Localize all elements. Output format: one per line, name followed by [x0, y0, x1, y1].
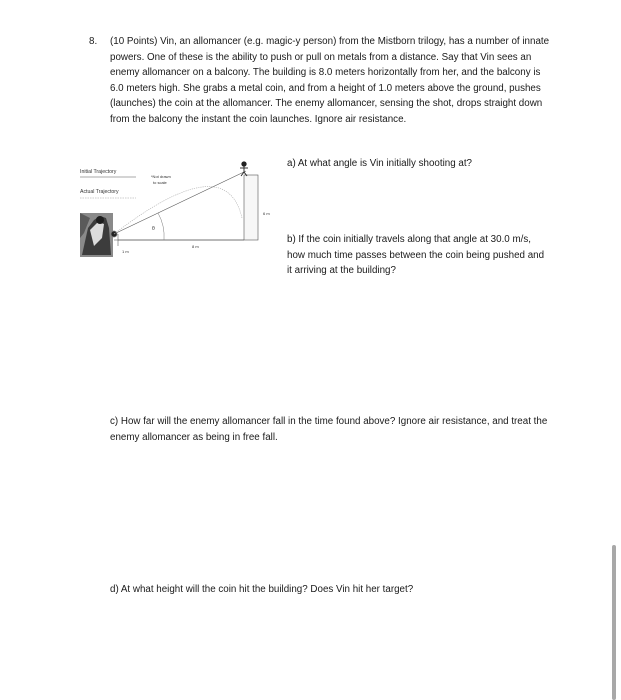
- question-number: 8.: [89, 36, 98, 47]
- question-intro: (10 Points) Vin, an allomancer (e.g. magic-y person) from the Mistborn trilogy, has a number of innate powers. One of these is the ability to push or pull on metals from a distance. Say that Vin sees an enemy allomancer on a balcony. The building is 8.0 meters horizontally from her, and the balcony is 6.0 meters high. She grabs a metal coin, and from a height of 1.0 meters above the ground, pushes (launches) the coin at the allomancer. The enemy allomancer, sensing the shot, drops straight down from the balcony the instant the coin launches. Ignore air resistance.: [110, 36, 550, 125]
- part-b-question: b) If the coin initially travels along that angle at 30.0 m/s, how much time passes between the coin being pushed and it arriving at the building?: [287, 234, 545, 277]
- legend-actual-trajectory: Actual Trajectory: [80, 189, 119, 195]
- part-a-question: a) At what angle is Vin initially shooting at?: [287, 158, 472, 169]
- part-c-question: c) How far will the enemy allomancer fall in the time found above? Ignore air resistance, and treat the enemy allomancer as being in free fall.: [110, 416, 548, 443]
- vertical-scrollbar[interactable]: [612, 545, 616, 700]
- building: [244, 175, 258, 240]
- building-height-label: 6 m: [263, 211, 270, 216]
- launch-height-label: 1 m: [122, 249, 129, 254]
- angle-label: θ: [152, 226, 155, 232]
- enemy-allomancer-figure: [240, 162, 248, 176]
- trajectory-diagram: [76, 158, 276, 268]
- part-d-question: d) At what height will the coin hit the building? Does Vin hit her target?: [110, 584, 414, 595]
- not-to-scale-note-2: to scale: [153, 180, 167, 185]
- vin-illustration: [80, 213, 113, 257]
- actual-trajectory-curve: [114, 187, 242, 234]
- angle-arc: [158, 213, 164, 240]
- legend-initial-trajectory: Initial Trajectory: [80, 169, 117, 175]
- not-to-scale-note-1: *Not drawn: [151, 174, 171, 179]
- horizontal-distance-label: 8 m: [192, 244, 199, 249]
- initial-trajectory-line: [114, 171, 246, 234]
